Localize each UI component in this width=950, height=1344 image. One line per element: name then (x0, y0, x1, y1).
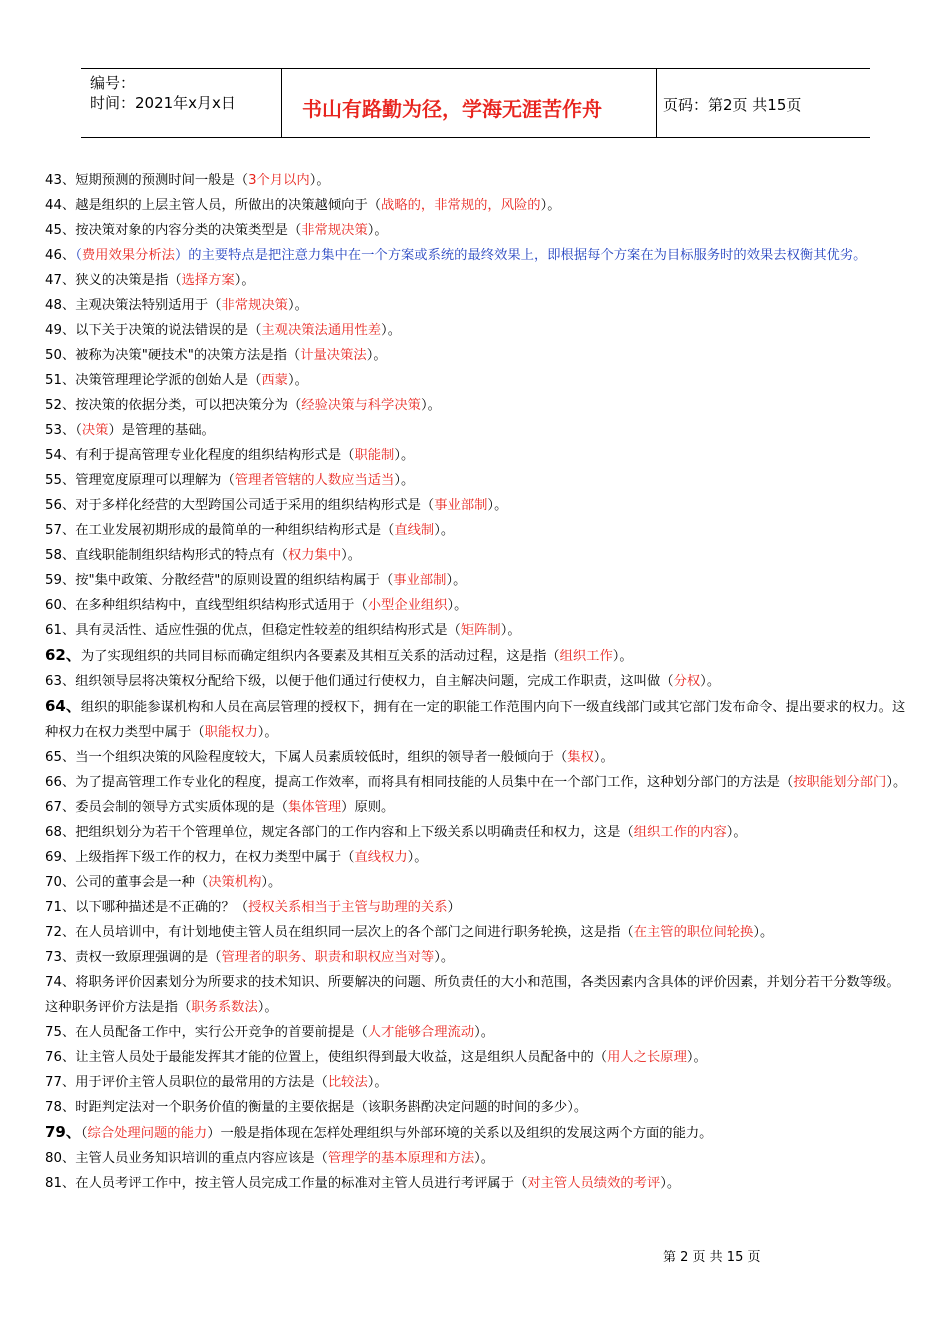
question-text: 在人员培训中，有计划地使主管人员在组织同一层次上的各个部门之间进行职务轮换，这是指（ (75, 925, 634, 940)
answer-text: 非常规决策 (301, 223, 368, 238)
question-number: 54、 (45, 448, 76, 463)
question-text-end: ）。 (726, 825, 747, 840)
question-number: 53、 (45, 423, 76, 438)
question-item (45, 694, 907, 745)
question-text: 在工业发展初期形成的最简单的一种组织结构形式是（ (75, 523, 395, 538)
answer-text: 职务系数法 (191, 1000, 258, 1015)
question-text-end: ）。 (394, 473, 415, 488)
question-number: 61、 (45, 623, 76, 638)
question-text-end: ）。 (434, 950, 455, 965)
question-item (45, 568, 907, 593)
question-number: 67、 (45, 800, 76, 815)
question-text: 为了提高管理工作专业化的程度，提高工作效率，而将具有相同技能的人员集中在一个部门工作，这种划分部门的方法是（ (75, 775, 794, 790)
question-item (45, 1095, 907, 1120)
question-item (45, 970, 907, 1020)
question-text: 主观决策法特别适用于（ (75, 298, 222, 313)
question-item (45, 493, 907, 518)
answer-text: 授权关系相当于主管与助理的关系 (248, 900, 448, 915)
question-text: 以下哪种描述是不正确的？（ (75, 900, 249, 915)
question-number: 71、 (45, 900, 76, 915)
question-number: 70、 (45, 875, 76, 890)
page-footer: 第 2 页 共 15 页 (663, 1250, 761, 1265)
question-text-end: ）。 (420, 398, 441, 413)
question-item (45, 168, 907, 193)
question-number: 45、 (45, 223, 76, 238)
question-text-end: ）。 (700, 674, 721, 689)
question-text: 主管人员业务知识培训的重点内容应该是（ (75, 1151, 328, 1166)
question-text: 管理宽度原理可以理解为（ (75, 473, 235, 488)
question-item (45, 293, 907, 318)
answer-text: 对主管人员绩效的考评 (527, 1176, 661, 1191)
question-number: 75、 (45, 1025, 76, 1040)
answer-text: 在主管的职位间轮换 (633, 925, 754, 940)
answer-text: 管理学的基本原理和方法 (327, 1151, 475, 1166)
question-text-end: ） (447, 900, 461, 915)
question-text: （ (80, 1126, 88, 1141)
question-text-end: ）。 (686, 1050, 707, 1065)
question-number: 74、 (45, 975, 76, 990)
question-text: （ (75, 248, 82, 263)
question-item (45, 845, 907, 870)
question-text-end: ）。 (257, 725, 278, 740)
question-item (45, 1045, 907, 1070)
question-text: 时距判定法对一个职务价值的衡量的主要依据是（该职务斟酌决定问题的时间的多少）。 (75, 1100, 588, 1115)
question-text-end: ）。 (367, 223, 388, 238)
question-text-end: ）。 (474, 1025, 495, 1040)
question-text: 让主管人员处于最能发挥其才能的位置上，使组织得到最大收益，这是组织人员配备中的（ (75, 1050, 608, 1065)
answer-text: 事业部制 (393, 573, 447, 588)
answer-text: 主观决策法通用性差 (261, 323, 382, 338)
answer-text: 权力集中 (287, 548, 342, 563)
answer-text: 组织工作 (559, 649, 613, 664)
answer-text: 选择方案 (181, 273, 235, 288)
question-text-end: ）。 (474, 1151, 495, 1166)
question-text: 越是组织的上层主管人员，所做出的决策越倾向于（ (75, 198, 382, 213)
answer-text: 非常规决策 (221, 298, 288, 313)
question-text-end: ）。 (309, 173, 330, 188)
question-text-end: ）。 (446, 573, 467, 588)
question-text: （ (75, 423, 82, 438)
answer-text: 矩阵制 (460, 623, 501, 638)
answer-text: 人才能够合理流动 (367, 1025, 475, 1040)
question-item (45, 443, 907, 468)
question-text: 公司的董事会是一种（ (75, 875, 209, 890)
answer-text: 用人之长原理 (607, 1050, 687, 1065)
question-item (45, 1070, 907, 1095)
motto: 书山有路勤为径，学海无涯苦作舟 (302, 97, 602, 121)
question-item (45, 920, 907, 945)
question-item (45, 870, 907, 895)
question-number: 55、 (45, 473, 76, 488)
question-text-end: ）。 (257, 1000, 278, 1015)
question-text-end: ）。 (367, 1075, 388, 1090)
answer-text: 费用效果分析法 (81, 248, 175, 263)
question-item (45, 518, 907, 543)
question-item (45, 243, 907, 268)
question-item (45, 745, 907, 770)
answer-text: 比较法 (327, 1075, 368, 1090)
question-item (45, 268, 907, 293)
question-number: 65、 (45, 750, 76, 765)
answer-text: 管理者管辖的人数应当适当 (234, 473, 395, 488)
question-text-end: ）。 (394, 448, 415, 463)
question-text-end: ）。 (487, 498, 508, 513)
question-text: 按决策的依据分类，可以把决策分为（ (75, 398, 302, 413)
question-item (45, 593, 907, 618)
question-item (45, 468, 907, 493)
question-text-end: ）。 (612, 649, 633, 664)
answer-text: 决策机构 (208, 875, 262, 890)
question-number: 81、 (45, 1176, 76, 1191)
question-text: 决策管理理论学派的创始人是（ (75, 373, 262, 388)
question-number: 64、 (45, 697, 81, 715)
question-text: 在人员配备工作中，实行公开竞争的首要前提是（ (75, 1025, 368, 1040)
question-item (45, 895, 907, 920)
answer-text: 计量决策法 (300, 348, 367, 363)
question-item (45, 770, 907, 795)
question-text-end: ）。 (886, 775, 907, 790)
question-text-end: ）一般是指体现在怎样处理组织与外部环境的关系以及组织的发展这两个方面的能力。 (207, 1126, 713, 1141)
question-text-end: ）。 (540, 198, 561, 213)
question-text-end: ）原则。 (341, 800, 395, 815)
question-text-end: ）。 (434, 523, 455, 538)
question-text: 狭义的决策是指（ (75, 273, 182, 288)
answer-text: 集权 (567, 750, 594, 765)
question-number: 80、 (45, 1151, 76, 1166)
question-item (45, 1020, 907, 1045)
question-number: 49、 (45, 323, 76, 338)
header-page-cell (657, 69, 870, 137)
header-motto-cell (282, 69, 657, 137)
question-number: 63、 (45, 674, 76, 689)
question-text: 将职务评价因素划分为所要求的技术知识、所要解决的问题、所负责任的大小和范围，各类因素内含具体的评价因素，并划分若干分数等级。这种职务评价方法是指（ (45, 975, 900, 1015)
answer-text: 战略的，非常规的，风险的 (381, 198, 541, 213)
question-item (45, 318, 907, 343)
question-text-end: ）的主要特点是把注意力集中在一个方案或系统的最终效果上，即根据每个方案在为目标服务时的效果去权衡其优劣。 (174, 248, 867, 263)
number-label: 编号： (90, 74, 136, 92)
question-number: 76、 (45, 1050, 76, 1065)
answer-text: 职能权力 (204, 725, 258, 740)
question-text: 短期预测的预测时间一般是（ (75, 173, 249, 188)
question-number: 59、 (45, 573, 76, 588)
question-text-end: ）。 (447, 598, 468, 613)
question-number: 79、 (45, 1123, 81, 1141)
question-number: 69、 (45, 850, 76, 865)
question-number: 68、 (45, 825, 76, 840)
answer-text: 小型企业组织 (367, 598, 448, 613)
question-list (45, 168, 907, 1196)
question-text: 用于评价主管人员职位的最常用的方法是（ (75, 1075, 328, 1090)
question-item (45, 618, 907, 643)
question-text-end: ）。 (261, 875, 282, 890)
answer-text: 组织工作的内容 (633, 825, 727, 840)
question-number: 73、 (45, 950, 76, 965)
question-number: 43、 (45, 173, 76, 188)
answer-text: 直线制 (394, 523, 435, 538)
question-item (45, 1120, 907, 1146)
question-text: 在多种组织结构中，直线型组织结构形式适用于（ (75, 598, 368, 613)
question-number: 51、 (45, 373, 76, 388)
question-number: 56、 (45, 498, 76, 513)
question-number: 78、 (45, 1100, 76, 1115)
header-meta-cell (81, 69, 282, 137)
date-label: 时间：2021年x月x日 (90, 94, 236, 112)
answer-text: 3个月以内 (248, 173, 310, 188)
answer-text: 西蒙 (261, 373, 288, 388)
question-item (45, 820, 907, 845)
answer-text: 决策 (81, 423, 109, 438)
answer-text: 综合处理问题的能力 (87, 1126, 208, 1141)
question-text: 把组织划分为若干个管理单位，规定各部门的工作内容和上下级关系以明确责任和权力，这是（ (75, 825, 634, 840)
answer-text: 经验决策与科学决策 (301, 398, 421, 413)
question-number: 47、 (45, 273, 76, 288)
question-number: 50、 (45, 348, 76, 363)
answer-text: 事业部制 (434, 498, 488, 513)
question-text-end: ）。 (593, 750, 614, 765)
question-text: 被称为决策"硬技术"的决策方法是指（ (75, 348, 301, 363)
question-text-end: ）。 (341, 548, 362, 563)
question-item (45, 1146, 907, 1171)
answer-text: 职能制 (354, 448, 395, 463)
question-number: 52、 (45, 398, 76, 413)
question-item (45, 418, 907, 443)
answer-text: 直线权力 (354, 850, 408, 865)
question-item (45, 218, 907, 243)
question-item (45, 543, 907, 568)
question-text-end: ）。 (660, 1176, 681, 1191)
question-item (45, 368, 907, 393)
question-text: 组织领导层将决策权分配给下级，以便于他们通过行使权力，自主解决问题，完成工作职责，这叫做（ (75, 674, 674, 689)
question-number: 72、 (45, 925, 76, 940)
question-text: 具有灵活性、适应性强的优点，但稳定性较差的组织结构形式是（ (75, 623, 461, 638)
question-item (45, 343, 907, 368)
question-text: 委员会制的领导方式实质体现的是（ (75, 800, 288, 815)
page-info: 页码：第2页 共15页 (663, 96, 802, 114)
question-number: 46、 (45, 248, 76, 263)
question-number: 62、 (45, 646, 81, 664)
question-text-end: ）。 (366, 348, 387, 363)
question-number: 44、 (45, 198, 76, 213)
question-text-end: ）。 (287, 298, 308, 313)
question-text: 上级指挥下级工作的权力，在权力类型中属于（ (75, 850, 355, 865)
question-item (45, 1171, 907, 1196)
question-number: 66、 (45, 775, 76, 790)
question-text: 按"集中政策、分散经营"的原则设置的组织结构属于（ (75, 573, 394, 588)
question-text-end: ）。 (381, 323, 401, 338)
question-item (45, 393, 907, 418)
question-text: 按决策对象的内容分类的决策类型是（ (75, 223, 302, 238)
question-number: 57、 (45, 523, 76, 538)
question-text: 直线职能制组织结构形式的特点有（ (75, 548, 288, 563)
answer-text: 分权 (673, 674, 701, 689)
question-text-end: ）。 (407, 850, 428, 865)
question-number: 60、 (45, 598, 76, 613)
answer-text: 集体管理 (287, 800, 342, 815)
question-text: 组织的职能参谋机构和人员在高层管理的授权下，拥有在一定的职能工作范围内向下一级直线部门或其它部门发布命令、提出要求的权力。这种权力在权力类型中属于（ (45, 700, 906, 740)
question-number: 77、 (45, 1075, 76, 1090)
answer-text: 管理者的职务、职责和职权应当对等 (221, 950, 435, 965)
question-text-end: ）。 (234, 273, 255, 288)
question-item (45, 643, 907, 669)
question-item (45, 669, 907, 694)
question-text: 责权一致原理强调的是（ (75, 950, 222, 965)
question-text: 在人员考评工作中，按主管人员完成工作量的标准对主管人员进行考评属于（ (75, 1176, 528, 1191)
question-item (45, 193, 907, 218)
question-text: 为了实现组织的共同目标而确定组织内各要素及其相互关系的活动过程，这是指（ (80, 649, 560, 664)
question-text-end: ）。 (287, 373, 308, 388)
question-number: 58、 (45, 548, 76, 563)
question-text-end: ）。 (753, 925, 774, 940)
question-text: 当一个组织决策的风险程度较大，下属人员素质较低时，组织的领导者一般倾向于（ (75, 750, 568, 765)
question-text: 以下关于决策的说法错误的是（ (75, 323, 262, 338)
page-header (81, 68, 870, 138)
question-number: 48、 (45, 298, 76, 313)
question-text-end: ）是管理的基础。 (108, 423, 215, 438)
question-text: 有利于提高管理专业化程度的组织结构形式是（ (75, 448, 355, 463)
answer-text: 按职能划分部门 (793, 775, 887, 790)
question-item (45, 945, 907, 970)
question-text: 对于多样化经营的大型跨国公司适于采用的组织结构形式是（ (75, 498, 435, 513)
question-text-end: ）。 (500, 623, 521, 638)
question-item (45, 795, 907, 820)
